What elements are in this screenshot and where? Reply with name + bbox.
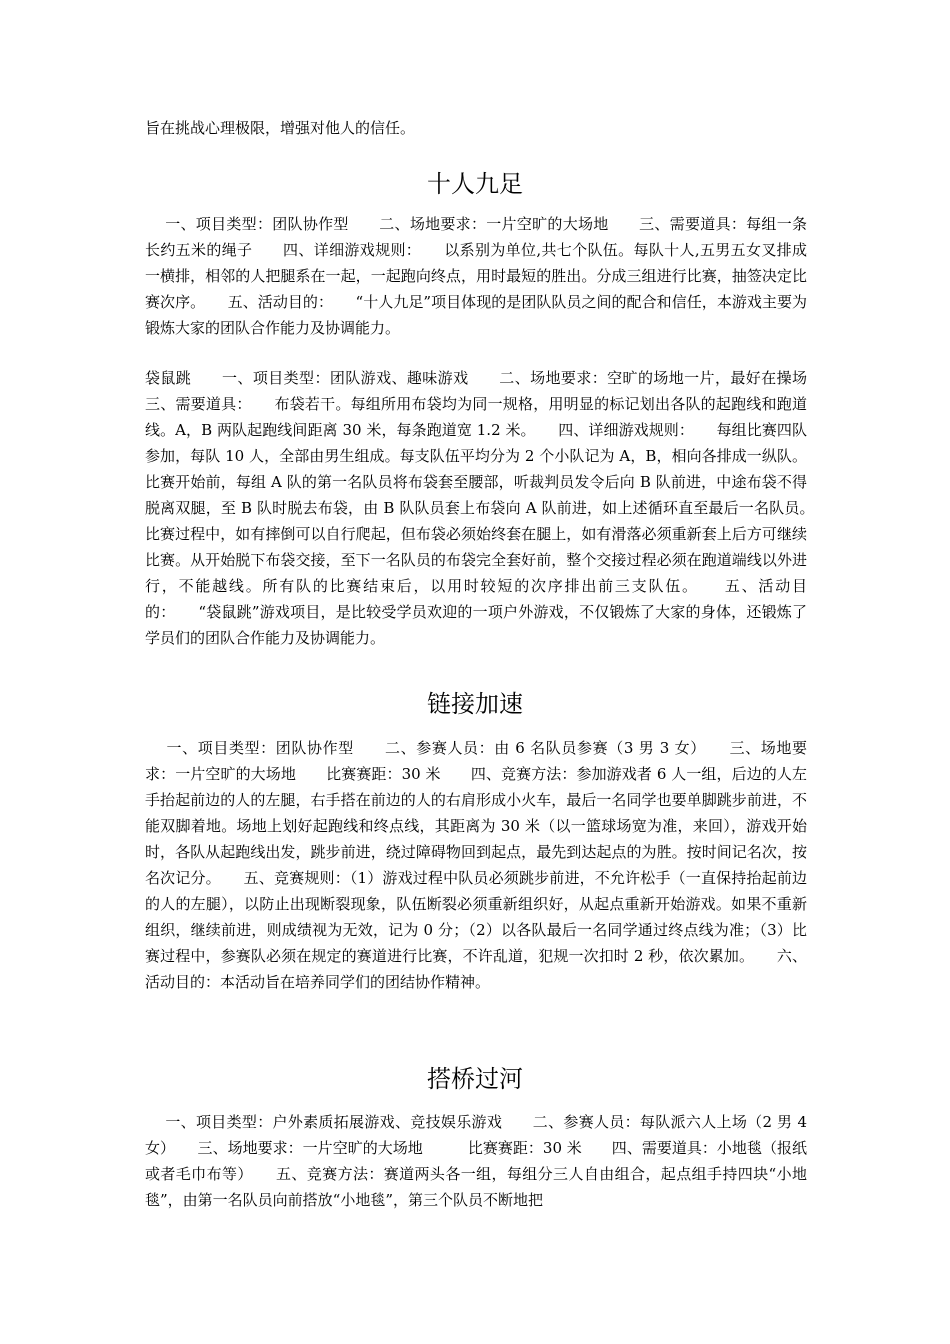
section-title-ten-people-nine-feet: 十人九足 [427, 170, 523, 198]
section-body-bridge-crossing: 一、项目类型：户外素质拓展游戏、竞技娱乐游戏 二、参赛人员：每队派六人上场（2 男 4 女） 三、场地要求：一片空旷的大场地 比赛赛距：30 米 四、需要道具：小地毯（报纸或者毛巾布等） 五、竞赛方法：赛道两头各一组，每组分三人自由组合，起点组手持四块“小地毯”，由第一名队员向前搭放“小地毯”，第三个队员不断地把 [145, 1113, 812, 1209]
section-body-kangaroo-jump: 袋鼠跳 一、项目类型：团队游戏、趣味游戏 二、场地要求：空旷的场地一片，最好在操场 三、需要道具： 布袋若干。每组所用布袋均为同一规格，用明显的标记划出各队的起跑线和跑道线。A，B 两队起跑线间距离 30 米，每条跑道宽 1.2 米。 四、详细游戏规则： 每组比赛四队参加，每队 10 人，全部由男生组成。每支队伍平均分为 2 个小队记为 A，B，相向各排成一纵队。比赛开始前，每组 A 队的第一名队员将布袋套至腰部，听裁判员发令后向 B 队前进，中途布袋不得脱离双腿，至 B 队时脱去布袋，由 B 队队员套上布袋向 A 队前进，如上述循环直至最后一名队员。 比赛过程中，如有摔倒可以自行爬起，但布袋必须始终套在腿上，如有滑落必须重新套上后方可继续比赛。从开始脱下布袋交接，至下一名队员的布袋完全套好前，整个交接过程必须在跑道端线以外进行，不能越线。所有队的比赛结束后，以用时较短的次序排出前三支队伍。 五、活动目的： “袋鼠跳”游戏项目，是比较受学员欢迎的一项户外游戏，不仅锻炼了大家的身体，还锻炼了学员们的团队合作能力及协调能力。 [145, 369, 838, 647]
section-body-link-acceleration: 一、项目类型：团队协作型 二、参赛人员：由 6 名队员参赛（3 男 3 女） 三、场地要求：一片空旷的大场地 比赛赛距：30 米 四、竞赛方法：参加游戏者 6 人一组，后边的人左手抬起前边的人的左腿，右手搭在前边的人的右肩形成小火车，最后一名同学也要单脚跳步前进，不能双脚着地。场地上划好起跑线和终点线，其距离为 30 米（以一篮球场宽为准，来回），游戏开始时，各队从起跑线出发，跳步前进，绕过障碍物回到起点，最先到达起点的为胜。按时间记名次，按名次记分。 五、竞赛规则：（1）游戏过程中队员必须跳步前进，不允许松手（一直保持抬起前边的人的左腿），以防止出现断裂现象，队伍断裂必须重新组织好，从起点重新开始游戏。如果不重新组织，继续前进，则成绩视为无效，记为 0 分；（2）以各队最后一名同学通过终点线为准；（3）比赛过程中，参赛队必须在规定的赛道进行比赛，不许乱道，犯规一次扣时 2 秒，依次累加。 六、活动目的：本活动旨在培养同学们的团结协作精神。 [145, 739, 807, 991]
section-title-bridge-crossing: 搭桥过河 [427, 1065, 523, 1093]
intro-paragraph: 旨在挑战心理极限，增强对他人的信任。 [145, 119, 416, 137]
section-body-ten-people-nine-feet: 一、项目类型：团队协作型 二、场地要求：一片空旷的大场地 三、需要道具：每组一条长约五米的绳子 四、详细游戏规则： 以系别为单位,共七个队伍。每队十人,五男五女叉排成一横排，相邻的人把腿系在一起，一起跑向终点，用时最短的胜出。分成三组进行比赛，抽签决定比赛次序。 五、活动目的： “十人九足”项目体现的是团队队员之间的配合和信任，本游戏主要为锻炼大家的团队合作能力及协调能力。 [145, 215, 807, 337]
section-title-link-acceleration: 链接加速 [427, 690, 523, 718]
